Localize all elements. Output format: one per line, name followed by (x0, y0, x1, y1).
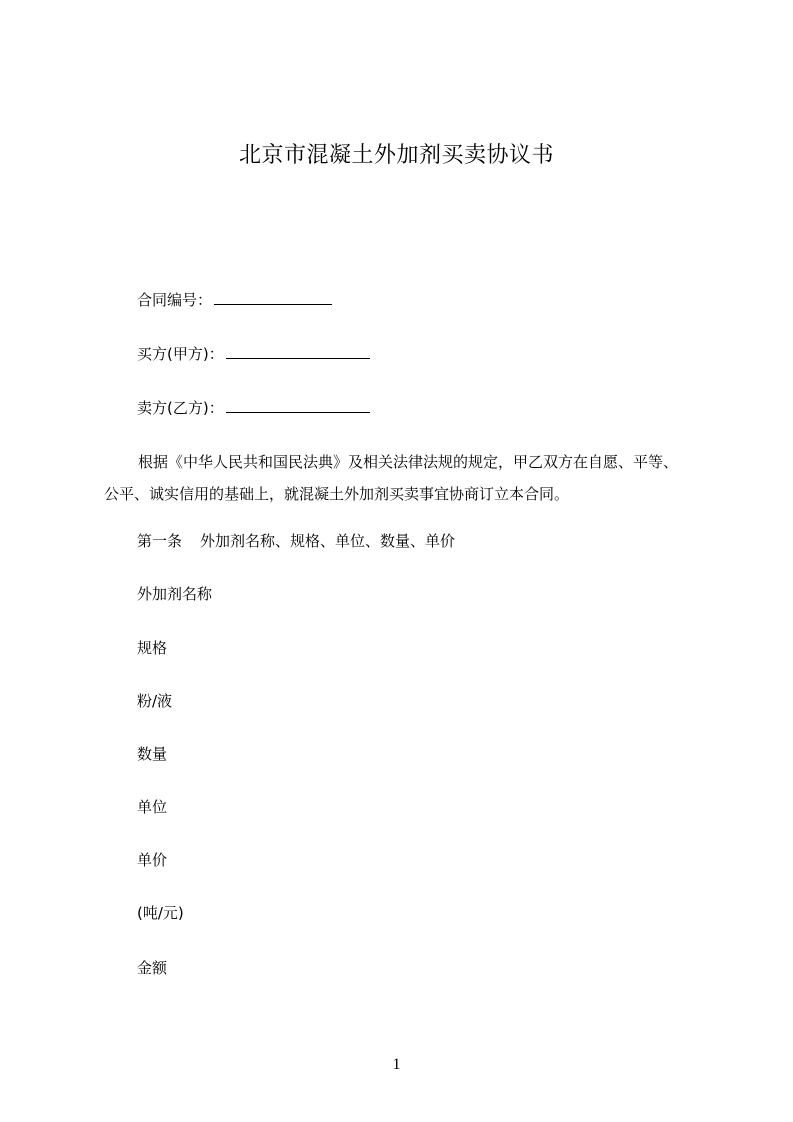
intro-paragraph (104, 446, 724, 510)
document-title: 北京市混凝土外加剂买卖协议书 (238, 143, 554, 168)
header-product-name: 外加剂名称 (137, 585, 213, 603)
contract-number-label: 合同编号： (137, 291, 213, 309)
header-amount: 金额 (137, 959, 168, 977)
article-1-title: 外加剂名称、规格、单位、数量、单价 (200, 532, 456, 550)
contract-number-row (137, 289, 332, 311)
seller-label: 卖方(乙方)： (137, 399, 224, 417)
header-quantity: 数量 (137, 745, 168, 763)
header-specification: 规格 (137, 639, 168, 657)
contract-number-blank (214, 289, 332, 305)
seller-blank (226, 397, 370, 413)
buyer-blank (226, 343, 370, 359)
header-unit-price: 单价 (137, 851, 168, 869)
intro-line-2: 公平、诚实信用的基础上，就混凝土外加剂买卖事宜协商订立本合同。 (104, 485, 570, 503)
page-number: 1 (392, 1056, 401, 1073)
header-powder-liquid: 粉/液 (137, 692, 173, 710)
buyer-label: 买方(甲方)： (137, 345, 224, 363)
buyer-row (137, 343, 370, 365)
article-1-heading (137, 530, 455, 552)
article-1-number: 第一条 (137, 532, 183, 550)
header-price-unit-note: (吨/元) (137, 904, 184, 922)
intro-line-1: 根据《中华人民共和国民法典》及相关法律法规的规定，甲乙双方在自愿、平等、 (138, 453, 679, 471)
header-unit: 单位 (137, 798, 168, 816)
seller-row (137, 397, 370, 419)
